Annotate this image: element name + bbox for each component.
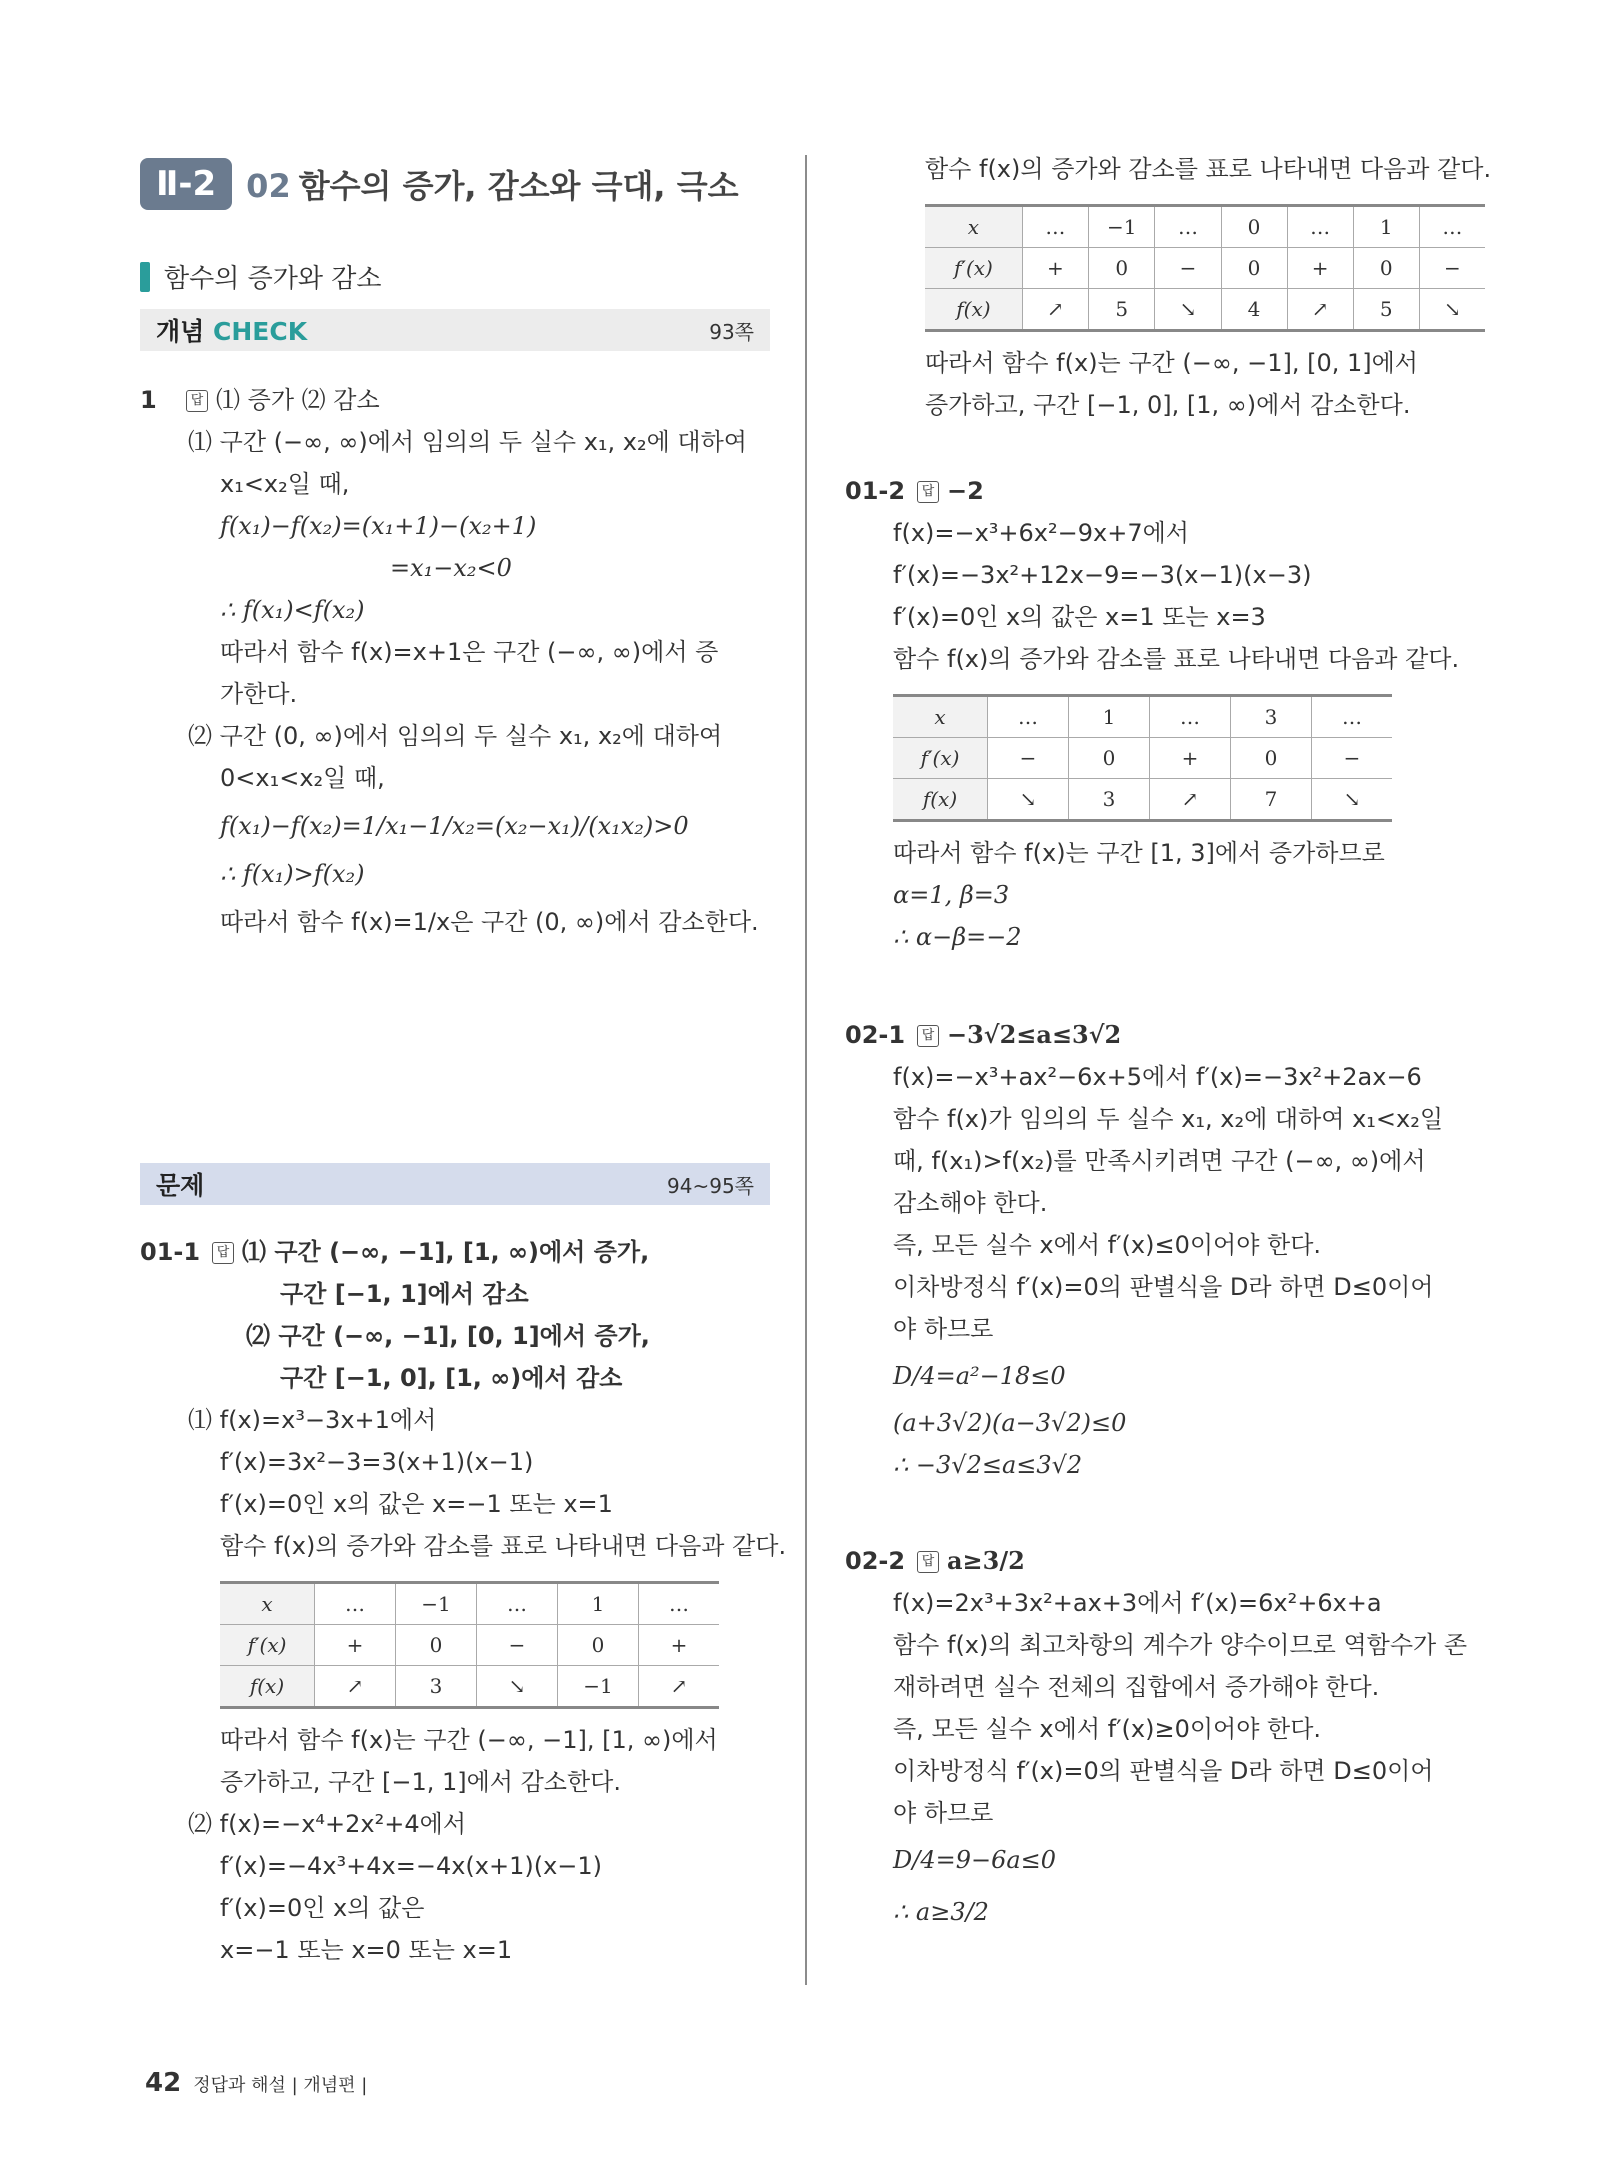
solution-line: ∴ α−β=−2 <box>893 923 1022 951</box>
table-cell: ↘ <box>1312 779 1393 821</box>
concept-label: 개념 <box>156 317 205 346</box>
table-cell: − <box>477 1625 558 1666</box>
table-cell: f′(x) <box>925 248 1022 289</box>
table-cell: 0 <box>1089 248 1155 289</box>
table-cell: −1 <box>1089 206 1155 248</box>
solution-line: f(x₁)−f(x₂)=(x₁+1)−(x₂+1) <box>220 512 537 540</box>
table-cell: 1 <box>558 1583 639 1625</box>
problem-number: 02-1 <box>845 1021 906 1049</box>
answer-text: ⑴ 증가 ⑵ 감소 <box>216 386 380 414</box>
solution-line: ⑴ f(x)=x³−3x+1에서 <box>188 1406 437 1434</box>
solution-line: 야 하므로 <box>893 1799 994 1827</box>
table-cell: … <box>1150 696 1231 738</box>
problems-page-ref: 94~95쪽 <box>667 1173 754 1198</box>
solution-line: D/4=9−6a≤0 <box>893 1846 1057 1874</box>
problem-number: 02-2 <box>845 1547 906 1575</box>
solution-line: α=1, β=3 <box>893 881 1010 909</box>
solution-line: 즉, 모든 실수 x에서 f′(x)≤0이어야 한다. <box>893 1231 1322 1259</box>
solution-line: 증가하고, 구간 [−1, 1]에서 감소한다. <box>220 1768 621 1796</box>
table-cell: ↗ <box>1287 289 1353 331</box>
table-cell: 0 <box>1221 206 1287 248</box>
table-cell: … <box>988 696 1069 738</box>
solution-line: 함수 f(x)가 임의의 두 실수 x₁, x₂에 대하여 x₁<x₂일 <box>893 1105 1444 1133</box>
variation-table <box>893 694 1392 822</box>
solution-line: 이차방정식 f′(x)=0의 판별식을 D라 하면 D≤0이어 <box>893 1273 1434 1301</box>
chapter-header <box>140 158 770 210</box>
table-cell: 0 <box>1353 248 1419 289</box>
solution-line: x₁<x₂일 때, <box>220 470 350 498</box>
chapter-title-text: 함수의 증가, 감소와 극대, 극소 <box>298 167 739 205</box>
solution-line: ∴ −3√2≤a≤3√2 <box>893 1451 1083 1479</box>
table-row <box>893 696 1392 738</box>
subheading-text: 함수의 증가와 감소 <box>164 264 382 294</box>
chapter-title <box>246 161 738 207</box>
table-cell: x <box>220 1583 315 1625</box>
table-cell: ↘ <box>988 779 1069 821</box>
solution-line: ∴ a≥3/2 <box>893 1898 989 1926</box>
answer-text: −3√2≤a≤3√2 <box>947 1020 1122 1049</box>
table-row <box>220 1666 719 1708</box>
answer-text: −2 <box>947 477 984 505</box>
section-subheading <box>140 258 770 295</box>
table-cell: ↗ <box>315 1666 396 1708</box>
solution-line: 감소해야 한다. <box>893 1189 1048 1217</box>
table-cell: 0 <box>558 1625 639 1666</box>
table-row <box>925 289 1485 331</box>
table-cell: 3 <box>396 1666 477 1708</box>
solution-line: 증가하고, 구간 [−1, 0], [1, ∞)에서 감소한다. <box>925 391 1411 419</box>
problem-01-1-answer <box>140 1231 770 1273</box>
solution-line: 가한다. <box>220 680 298 708</box>
table-cell: ↗ <box>1150 779 1231 821</box>
solution-line: 따라서 함수 f(x)=1/x은 구간 (0, ∞)에서 감소한다. <box>220 908 759 936</box>
solution-line: f′(x)=3x²−3=3(x+1)(x−1) <box>220 1448 534 1476</box>
table-cell: 0 <box>1069 738 1150 779</box>
table-cell: ↗ <box>1022 289 1088 331</box>
table-cell: x <box>925 206 1022 248</box>
table-cell: 1 <box>1353 206 1419 248</box>
solution-line: f′(x)=0인 x의 값은 x=1 또는 x=3 <box>893 603 1266 631</box>
table-cell: 0 <box>1231 738 1312 779</box>
solution-line: 야 하므로 <box>893 1315 994 1343</box>
solution-line: 따라서 함수 f(x)는 구간 (−∞, −1], [1, ∞)에서 <box>220 1726 718 1754</box>
table-cell: … <box>1287 206 1353 248</box>
variation-table <box>220 1581 719 1709</box>
section-marker-icon <box>140 262 150 292</box>
solution-line: 함수 f(x)의 최고차항의 계수가 양수이므로 역함수가 존 <box>893 1631 1468 1659</box>
table-row <box>893 738 1392 779</box>
solution-line: (a+3√2)(a−3√2)≤0 <box>893 1409 1127 1437</box>
solution-line: 즉, 모든 실수 x에서 f′(x)≥0이어야 한다. <box>893 1715 1322 1743</box>
solution-line: x=−1 또는 x=0 또는 x=1 <box>220 1936 513 1964</box>
solution-line: 함수 f(x)의 증가와 감소를 표로 나타내면 다음과 같다. <box>893 645 1460 673</box>
concept-check-bar <box>140 309 770 351</box>
table-row <box>925 206 1485 248</box>
answer-tag-icon: 답 <box>917 481 939 503</box>
table-row <box>893 779 1392 821</box>
concept-accent: CHECK <box>213 317 308 346</box>
table-cell: 3 <box>1069 779 1150 821</box>
problems-label: 문제 <box>156 1171 205 1200</box>
solution-line: f(x₁)−f(x₂)=1/x₁−1/x₂=(x₂−x₁)/(x₁x₂)>0 <box>220 812 689 840</box>
solution-line: f′(x)=0인 x의 값은 <box>220 1894 425 1922</box>
problem-number: 01-1 <box>140 1238 201 1266</box>
chapter-number: 02 <box>246 167 291 205</box>
table-cell: … <box>1419 206 1485 248</box>
problem-1-answer <box>140 379 770 421</box>
solution-line: 때, f(x₁)>f(x₂)를 만족시키려면 구간 (−∞, ∞)에서 <box>893 1147 1426 1175</box>
table-cell: + <box>315 1625 396 1666</box>
solution-line: 함수 f(x)의 증가와 감소를 표로 나타내면 다음과 같다. <box>925 155 1492 183</box>
solution-line: 따라서 함수 f(x)=x+1은 구간 (−∞, ∞)에서 증 <box>220 638 719 666</box>
variation-table <box>925 204 1485 332</box>
table-cell: − <box>988 738 1069 779</box>
concept-page-ref: 93쪽 <box>709 319 754 344</box>
table-cell: + <box>1022 248 1088 289</box>
solution-line: D/4=a²−18≤0 <box>893 1362 1066 1390</box>
solution-line: f(x)=−x³+6x²−9x+7에서 <box>893 519 1189 547</box>
solution-line: 함수 f(x)의 증가와 감소를 표로 나타내면 다음과 같다. <box>220 1532 787 1560</box>
table-row <box>220 1625 719 1666</box>
table-cell: … <box>639 1583 720 1625</box>
table-cell: f(x) <box>925 289 1022 331</box>
left-column <box>140 150 787 1971</box>
solution-line: ⑴ 구간 (−∞, ∞)에서 임의의 두 실수 x₁, x₂에 대하여 <box>188 428 747 456</box>
answer-text: ⑴ 구간 (−∞, −1], [1, ∞)에서 증가, <box>242 1238 650 1266</box>
page-number: 42 <box>145 2068 182 2098</box>
solution-line: f(x)=2x³+3x²+ax+3에서 f′(x)=6x²+6x+a <box>893 1589 1382 1617</box>
solution-line: ∴ f(x₁)<f(x₂) <box>220 596 365 624</box>
table-cell: + <box>1150 738 1231 779</box>
answer-tag-icon: 답 <box>212 1242 234 1264</box>
problem-01-2-answer <box>845 470 1485 512</box>
solution-line: ⑵ f(x)=−x⁴+2x²+4에서 <box>188 1810 467 1838</box>
table-cell: −1 <box>558 1666 639 1708</box>
table-row <box>220 1583 719 1625</box>
table-cell: −1 <box>396 1583 477 1625</box>
problems-bar <box>140 1163 770 1205</box>
solution-line: 이차방정식 f′(x)=0의 판별식을 D라 하면 D≤0이어 <box>893 1757 1434 1785</box>
solution-line: 재하려면 실수 전체의 집합에서 증가해야 한다. <box>893 1673 1380 1701</box>
table-cell: 7 <box>1231 779 1312 821</box>
table-cell: 1 <box>1069 696 1150 738</box>
table-cell: ↗ <box>639 1666 720 1708</box>
problem-02-1-answer <box>845 1014 1485 1056</box>
table-cell: … <box>1312 696 1393 738</box>
table-cell: + <box>1287 248 1353 289</box>
table-cell: 5 <box>1089 289 1155 331</box>
problem-02-2-answer <box>845 1540 1485 1582</box>
table-cell: ↘ <box>1419 289 1485 331</box>
solution-line: f′(x)=−4x³+4x=−4x(x+1)(x−1) <box>220 1852 603 1880</box>
table-cell: f′(x) <box>220 1625 315 1666</box>
answer-tag-icon: 답 <box>917 1025 939 1047</box>
concept-check-label <box>156 312 307 348</box>
table-cell: 5 <box>1353 289 1419 331</box>
table-cell: − <box>1155 248 1221 289</box>
solution-line: =x₁−x₂<0 <box>390 554 512 582</box>
answer-line: 구간 [−1, 0], [1, ∞)에서 감소 <box>280 1364 623 1392</box>
table-cell: 0 <box>1221 248 1287 289</box>
answer-text: a≥3/2 <box>947 1546 1025 1575</box>
solution-line: 0<x₁<x₂일 때, <box>220 764 385 792</box>
solution-line: 따라서 함수 f(x)는 구간 (−∞, −1], [0, 1]에서 <box>925 349 1418 377</box>
table-cell: f′(x) <box>893 738 988 779</box>
footer-text: 정답과 해설 | 개념편 | <box>193 2075 368 2096</box>
solution-line: f′(x)=0인 x의 값은 x=−1 또는 x=1 <box>220 1490 613 1518</box>
chapter-badge: Ⅱ-2 <box>140 158 232 210</box>
solution-line: f(x)=−x³+ax²−6x+5에서 f′(x)=−3x²+2ax−6 <box>893 1063 1422 1091</box>
solution-line: 따라서 함수 f(x)는 구간 [1, 3]에서 증가하므로 <box>893 839 1385 867</box>
table-cell: x <box>893 696 988 738</box>
solution-line: f′(x)=−3x²+12x−9=−3(x−1)(x−3) <box>893 561 1312 589</box>
table-cell: … <box>1155 206 1221 248</box>
answer-tag-icon: 답 <box>186 390 208 412</box>
table-row <box>925 248 1485 289</box>
table-cell: ↘ <box>1155 289 1221 331</box>
table-cell: ↘ <box>477 1666 558 1708</box>
answer-line: ⑵ 구간 (−∞, −1], [0, 1]에서 증가, <box>246 1322 650 1350</box>
answer-line: 구간 [−1, 1]에서 감소 <box>280 1280 529 1308</box>
table-cell: + <box>639 1625 720 1666</box>
solution-line: ∴ f(x₁)>f(x₂) <box>220 860 365 888</box>
column-divider <box>805 155 807 1985</box>
table-cell: 4 <box>1221 289 1287 331</box>
table-cell: − <box>1419 248 1485 289</box>
table-cell: … <box>315 1583 396 1625</box>
page-footer <box>145 2068 367 2098</box>
problem-number: 1 <box>140 386 157 414</box>
right-column <box>845 150 1492 1938</box>
table-cell: f(x) <box>893 779 988 821</box>
table-cell: 3 <box>1231 696 1312 738</box>
table-cell: … <box>477 1583 558 1625</box>
problem-number: 01-2 <box>845 477 906 505</box>
table-cell: 0 <box>396 1625 477 1666</box>
answer-tag-icon: 답 <box>917 1551 939 1573</box>
table-cell: f(x) <box>220 1666 315 1708</box>
table-cell: … <box>1022 206 1088 248</box>
solution-line: ⑵ 구간 (0, ∞)에서 임의의 두 실수 x₁, x₂에 대하여 <box>188 722 723 750</box>
table-cell: − <box>1312 738 1393 779</box>
